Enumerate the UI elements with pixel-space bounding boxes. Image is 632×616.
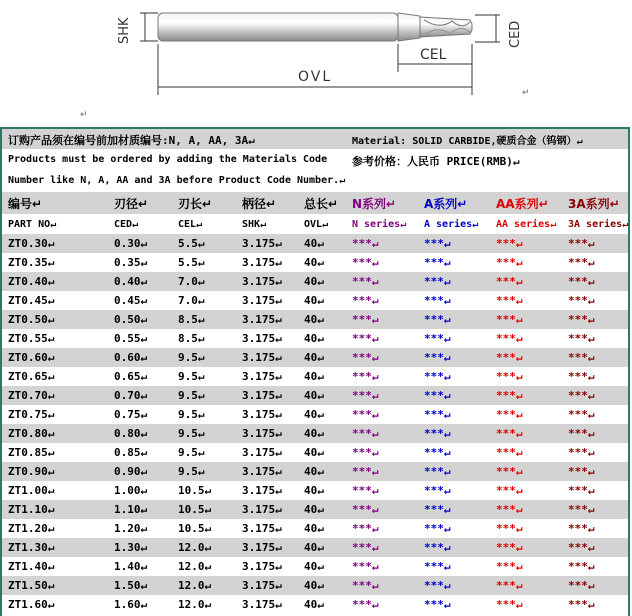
- column-header-en: 3A series↵: [562, 214, 628, 234]
- header-row-1: [2, 129, 628, 149]
- ovl-cell: 40↵: [298, 367, 346, 386]
- part-no-cell: ZT1.40↵: [2, 557, 108, 576]
- cel-cell: 10.5↵: [172, 500, 236, 519]
- shk-cell: 3.175↵: [236, 576, 298, 595]
- 3a-series-cell: ***↵: [562, 481, 628, 500]
- cel-cell: 9.5↵: [172, 462, 236, 481]
- a-series-cell: ***↵: [418, 595, 490, 614]
- ced-cell: 0.55↵: [108, 329, 172, 348]
- ced-cell: 0.30↵: [108, 234, 172, 253]
- part-no-cell: ZT0.85↵: [2, 443, 108, 462]
- ced-cell: 1.20↵: [108, 519, 172, 538]
- aa-series-cell: ***↵: [490, 329, 562, 348]
- order-note-en: Products must be ordered by adding the Materials Code: [8, 154, 328, 165]
- a-series-cell: ***↵: [418, 557, 490, 576]
- ovl-cell: 40↵: [298, 272, 346, 291]
- 3a-series-cell: ***↵: [562, 538, 628, 557]
- table-row: [2, 348, 628, 367]
- shk-label: SHK: [117, 17, 132, 44]
- cel-cell: 9.5↵: [172, 367, 236, 386]
- column-header-en: N series↵: [346, 214, 418, 234]
- drill-diagram: [0, 0, 632, 128]
- n-series-cell: ***↵: [346, 519, 418, 538]
- shk-cell: 3.175↵: [236, 367, 298, 386]
- aa-series-cell: ***↵: [490, 500, 562, 519]
- aa-series-cell: ***↵: [490, 367, 562, 386]
- a-series-cell: ***↵: [418, 500, 490, 519]
- column-header-en: OVL↵: [298, 214, 346, 234]
- table-row: [2, 405, 628, 424]
- cel-cell: 9.5↵: [172, 405, 236, 424]
- shk-cell: 3.175↵: [236, 443, 298, 462]
- shk-cell: 3.175↵: [236, 405, 298, 424]
- part-no-cell: ZT0.80↵: [2, 424, 108, 443]
- aa-series-cell: ***↵: [490, 519, 562, 538]
- column-header-en: A series↵: [418, 214, 490, 234]
- column-header: 刃径↵: [108, 192, 172, 214]
- 3a-series-cell: ***↵: [562, 500, 628, 519]
- shk-cell: 3.175↵: [236, 595, 298, 614]
- aa-series-cell: ***↵: [490, 557, 562, 576]
- ovl-cell: 40↵: [298, 576, 346, 595]
- column-header: 总长↵: [298, 192, 346, 214]
- ovl-cell: 40↵: [298, 443, 346, 462]
- ced-cell: 0.70↵: [108, 386, 172, 405]
- aa-series-cell: ***↵: [490, 234, 562, 253]
- cel-cell: 8.5↵: [172, 310, 236, 329]
- n-series-cell: ***↵: [346, 329, 418, 348]
- part-no-cell: ZT0.45↵: [2, 291, 108, 310]
- table-row: [2, 272, 628, 291]
- aa-series-cell: ***↵: [490, 462, 562, 481]
- 3a-series-cell: ***↵: [562, 253, 628, 272]
- shk-cell: 3.175↵: [236, 234, 298, 253]
- price-sheet: [0, 127, 630, 616]
- ovl-cell: 40↵: [298, 462, 346, 481]
- aa-series-cell: ***↵: [490, 576, 562, 595]
- cel-cell: 9.5↵: [172, 386, 236, 405]
- 3a-series-cell: ***↵: [562, 291, 628, 310]
- part-no-cell: ZT0.30↵: [2, 234, 108, 253]
- a-series-cell: ***↵: [418, 462, 490, 481]
- shk-cell: 3.175↵: [236, 310, 298, 329]
- shk-cell: 3.175↵: [236, 481, 298, 500]
- aa-series-cell: ***↵: [490, 348, 562, 367]
- part-no-cell: ZT0.65↵: [2, 367, 108, 386]
- cel-cell: 12.0↵: [172, 557, 236, 576]
- order-note-en-2: Number like N, A, AA and 3A before Product Code Number.↵: [8, 175, 346, 186]
- part-no-cell: ZT1.60↵: [2, 595, 108, 614]
- n-series-cell: ***↵: [346, 576, 418, 595]
- n-series-cell: ***↵: [346, 367, 418, 386]
- aa-series-cell: ***↵: [490, 291, 562, 310]
- ced-cell: 0.65↵: [108, 367, 172, 386]
- n-series-cell: ***↵: [346, 557, 418, 576]
- ced-cell: 0.60↵: [108, 348, 172, 367]
- n-series-cell: ***↵: [346, 500, 418, 519]
- shk-cell: 3.175↵: [236, 272, 298, 291]
- part-no-cell: ZT0.40↵: [2, 272, 108, 291]
- part-no-cell: ZT1.20↵: [2, 519, 108, 538]
- price-table: [2, 192, 628, 614]
- n-series-cell: ***↵: [346, 291, 418, 310]
- table-row: [2, 576, 628, 595]
- shk-cell: 3.175↵: [236, 538, 298, 557]
- column-header: N系列↵: [346, 192, 418, 214]
- ced-cell: 1.10↵: [108, 500, 172, 519]
- table-row: [2, 386, 628, 405]
- ced-label: CED: [508, 20, 523, 48]
- a-series-cell: ***↵: [418, 348, 490, 367]
- a-series-cell: ***↵: [418, 424, 490, 443]
- table-row: [2, 424, 628, 443]
- table-row: [2, 595, 628, 614]
- shk-cell: 3.175↵: [236, 519, 298, 538]
- aa-series-cell: ***↵: [490, 481, 562, 500]
- 3a-series-cell: ***↵: [562, 519, 628, 538]
- column-header-row: [2, 192, 628, 214]
- a-series-cell: ***↵: [418, 576, 490, 595]
- ovl-cell: 40↵: [298, 500, 346, 519]
- price-label: 参考价格：人民币 PRICE(RMB)↵: [352, 155, 520, 168]
- column-header: 编号↵: [2, 192, 108, 214]
- ced-cell: 0.75↵: [108, 405, 172, 424]
- n-series-cell: ***↵: [346, 462, 418, 481]
- material-note: Material: SOLID CARBIDE,硬质合金（钨钢）↵: [352, 136, 583, 147]
- ovl-cell: 40↵: [298, 424, 346, 443]
- ced-cell: 1.30↵: [108, 538, 172, 557]
- table-row: [2, 500, 628, 519]
- n-series-cell: ***↵: [346, 538, 418, 557]
- a-series-cell: ***↵: [418, 481, 490, 500]
- ovl-cell: 40↵: [298, 234, 346, 253]
- ovl-cell: 40↵: [298, 557, 346, 576]
- ced-cell: 0.45↵: [108, 291, 172, 310]
- 3a-series-cell: ***↵: [562, 576, 628, 595]
- column-header: 刃长↵: [172, 192, 236, 214]
- a-series-cell: ***↵: [418, 310, 490, 329]
- column-header-row-en: [2, 214, 628, 234]
- aa-series-cell: ***↵: [490, 538, 562, 557]
- table-row: [2, 234, 628, 253]
- ovl-cell: 40↵: [298, 595, 346, 614]
- aa-series-cell: ***↵: [490, 424, 562, 443]
- ovl-cell: 40↵: [298, 348, 346, 367]
- a-series-cell: ***↵: [418, 253, 490, 272]
- ovl-cell: 40↵: [298, 538, 346, 557]
- aa-series-cell: ***↵: [490, 443, 562, 462]
- shk-cell: 3.175↵: [236, 348, 298, 367]
- part-no-cell: ZT0.35↵: [2, 253, 108, 272]
- shk-cell: 3.175↵: [236, 329, 298, 348]
- ced-cell: 0.80↵: [108, 424, 172, 443]
- part-no-cell: ZT1.30↵: [2, 538, 108, 557]
- cel-cell: 8.5↵: [172, 329, 236, 348]
- ovl-cell: 40↵: [298, 253, 346, 272]
- table-row: [2, 538, 628, 557]
- a-series-cell: ***↵: [418, 234, 490, 253]
- column-header-en: SHK↵: [236, 214, 298, 234]
- 3a-series-cell: ***↵: [562, 348, 628, 367]
- n-series-cell: ***↵: [346, 234, 418, 253]
- column-header-en: AA series↵: [490, 214, 562, 234]
- 3a-series-cell: ***↵: [562, 386, 628, 405]
- a-series-cell: ***↵: [418, 386, 490, 405]
- shk-cell: 3.175↵: [236, 500, 298, 519]
- ced-cell: 0.85↵: [108, 443, 172, 462]
- 3a-series-cell: ***↵: [562, 329, 628, 348]
- n-series-cell: ***↵: [346, 386, 418, 405]
- n-series-cell: ***↵: [346, 272, 418, 291]
- cel-cell: 12.0↵: [172, 538, 236, 557]
- ovl-cell: 40↵: [298, 519, 346, 538]
- cel-cell: 5.5↵: [172, 234, 236, 253]
- shk-cell: 3.175↵: [236, 253, 298, 272]
- cel-cell: 5.5↵: [172, 253, 236, 272]
- n-series-cell: ***↵: [346, 481, 418, 500]
- 3a-series-cell: ***↵: [562, 424, 628, 443]
- cel-cell: 9.5↵: [172, 348, 236, 367]
- cel-cell: 12.0↵: [172, 576, 236, 595]
- ovl-cell: 40↵: [298, 405, 346, 424]
- ovl-cell: 40↵: [298, 329, 346, 348]
- ced-cell: 0.50↵: [108, 310, 172, 329]
- column-header: AA系列↵: [490, 192, 562, 214]
- table-row: [2, 519, 628, 538]
- ovl-cell: 40↵: [298, 310, 346, 329]
- column-header: 柄径↵: [236, 192, 298, 214]
- a-series-cell: ***↵: [418, 329, 490, 348]
- table-row: [2, 310, 628, 329]
- table-row: [2, 291, 628, 310]
- aa-series-cell: ***↵: [490, 310, 562, 329]
- part-no-cell: ZT1.00↵: [2, 481, 108, 500]
- cel-cell: 10.5↵: [172, 519, 236, 538]
- shk-cell: 3.175↵: [236, 424, 298, 443]
- table-row: [2, 253, 628, 272]
- ovl-cell: 40↵: [298, 291, 346, 310]
- table-row: [2, 462, 628, 481]
- 3a-series-cell: ***↵: [562, 367, 628, 386]
- 3a-series-cell: ***↵: [562, 234, 628, 253]
- a-series-cell: ***↵: [418, 272, 490, 291]
- 3a-series-cell: ***↵: [562, 272, 628, 291]
- ovl-cell: 40↵: [298, 386, 346, 405]
- table-row: [2, 481, 628, 500]
- a-series-cell: ***↵: [418, 291, 490, 310]
- shk-cell: 3.175↵: [236, 291, 298, 310]
- cel-cell: 9.5↵: [172, 443, 236, 462]
- n-series-cell: ***↵: [346, 253, 418, 272]
- order-note-cn: 订购产品须在编号前加材质编号:N, A, AA, 3A↵: [8, 134, 255, 147]
- cel-label: CEL: [420, 47, 447, 63]
- header-row-2: [2, 149, 628, 171]
- part-no-cell: ZT0.55↵: [2, 329, 108, 348]
- drill-body: [158, 13, 472, 41]
- ced-cell: 0.40↵: [108, 272, 172, 291]
- aa-series-cell: ***↵: [490, 386, 562, 405]
- a-series-cell: ***↵: [418, 443, 490, 462]
- cel-cell: 12.0↵: [172, 595, 236, 614]
- n-series-cell: ***↵: [346, 348, 418, 367]
- 3a-series-cell: ***↵: [562, 557, 628, 576]
- aa-series-cell: ***↵: [490, 272, 562, 291]
- a-series-cell: ***↵: [418, 538, 490, 557]
- 3a-series-cell: ***↵: [562, 443, 628, 462]
- a-series-cell: ***↵: [418, 405, 490, 424]
- aa-series-cell: ***↵: [490, 405, 562, 424]
- a-series-cell: ***↵: [418, 519, 490, 538]
- part-no-cell: ZT0.60↵: [2, 348, 108, 367]
- cel-cell: 10.5↵: [172, 481, 236, 500]
- 3a-series-cell: ***↵: [562, 595, 628, 614]
- cel-cell: 7.0↵: [172, 291, 236, 310]
- column-header-en: CEL↵: [172, 214, 236, 234]
- 3a-series-cell: ***↵: [562, 310, 628, 329]
- paragraph-mark: ↵: [522, 88, 530, 98]
- column-header: A系列↵: [418, 192, 490, 214]
- ovl-cell: 40↵: [298, 481, 346, 500]
- part-no-cell: ZT0.75↵: [2, 405, 108, 424]
- n-series-cell: ***↵: [346, 424, 418, 443]
- cel-cell: 9.5↵: [172, 424, 236, 443]
- part-no-cell: ZT0.50↵: [2, 310, 108, 329]
- n-series-cell: ***↵: [346, 443, 418, 462]
- shk-cell: 3.175↵: [236, 462, 298, 481]
- part-no-cell: ZT1.50↵: [2, 576, 108, 595]
- column-header: 3A系列↵: [562, 192, 628, 214]
- column-header-en: CED↵: [108, 214, 172, 234]
- n-series-cell: ***↵: [346, 595, 418, 614]
- column-header-en: PART NO↵: [2, 214, 108, 234]
- shk-cell: 3.175↵: [236, 386, 298, 405]
- table-row: [2, 367, 628, 386]
- ced-cell: 1.40↵: [108, 557, 172, 576]
- header-row-3: [2, 171, 628, 192]
- 3a-series-cell: ***↵: [562, 405, 628, 424]
- n-series-cell: ***↵: [346, 310, 418, 329]
- table-row: [2, 443, 628, 462]
- 3a-series-cell: ***↵: [562, 462, 628, 481]
- ced-cell: 0.35↵: [108, 253, 172, 272]
- ced-cell: 1.60↵: [108, 595, 172, 614]
- table-row: [2, 557, 628, 576]
- ced-cell: 1.00↵: [108, 481, 172, 500]
- cel-cell: 7.0↵: [172, 272, 236, 291]
- a-series-cell: ***↵: [418, 367, 490, 386]
- part-no-cell: ZT0.90↵: [2, 462, 108, 481]
- ovl-label: OVL: [298, 69, 333, 85]
- part-no-cell: ZT1.10↵: [2, 500, 108, 519]
- aa-series-cell: ***↵: [490, 253, 562, 272]
- shk-cell: 3.175↵: [236, 557, 298, 576]
- paragraph-mark: ↵: [80, 110, 88, 120]
- ced-cell: 0.90↵: [108, 462, 172, 481]
- table-row: [2, 329, 628, 348]
- aa-series-cell: ***↵: [490, 595, 562, 614]
- n-series-cell: ***↵: [346, 405, 418, 424]
- part-no-cell: ZT0.70↵: [2, 386, 108, 405]
- ced-cell: 1.50↵: [108, 576, 172, 595]
